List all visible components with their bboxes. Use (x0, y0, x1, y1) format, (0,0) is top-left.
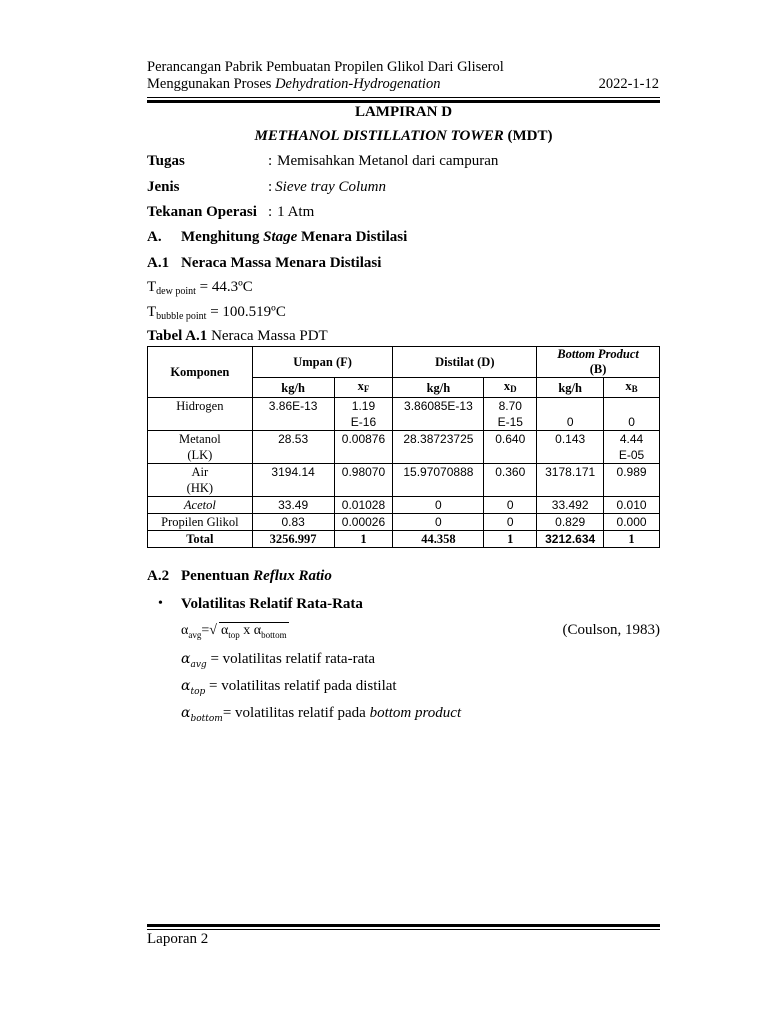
def-avg-text: = volatilitas relatif rata-rata (206, 651, 376, 667)
definition-top (181, 678, 397, 697)
formula-top-sub: top (228, 629, 240, 640)
header-line-2 (147, 76, 659, 93)
row-b-kg: 0 (537, 398, 604, 431)
row-f-kg: 28.53 (252, 431, 334, 464)
info-jenis (147, 179, 386, 196)
section-a2-pre: Penentuan (181, 568, 254, 584)
row-f-kg: 3.86E-13 (252, 398, 334, 431)
bubble-value: = 100.519ºC (206, 304, 286, 320)
header-rule-thin (147, 97, 660, 98)
def-avg-symbol (181, 651, 207, 670)
row-b-kg: 0.829 (537, 514, 604, 531)
table-row (148, 431, 660, 464)
total-d-kg: 44.358 (393, 531, 484, 548)
row-xf: 0.01028 (334, 497, 393, 514)
tower-title (147, 128, 660, 145)
section-a1-number: A.1 (147, 255, 170, 271)
tugas-label: Tugas (147, 153, 185, 169)
def-bottom-alpha: α (181, 705, 191, 721)
section-a1-title: Neraca Massa Menara Distilasi (181, 255, 382, 271)
section-a2-heading (147, 568, 332, 585)
dew-symbol: T (147, 279, 157, 295)
section-a-post: Menara Distilasi (297, 229, 408, 245)
jenis-colon: : Sieve tray Column (268, 179, 386, 195)
table-total-row (148, 531, 660, 548)
formula-bottom-sub: bottom (261, 629, 287, 640)
header-bottom-b: (B) (589, 362, 607, 376)
row-xd (484, 398, 537, 431)
total-f-kg: 3256.997 (252, 531, 334, 548)
formula-radicand (219, 622, 289, 643)
sub-xb (604, 378, 660, 398)
total-label: Total (148, 531, 253, 548)
bubble-symbol: T (147, 304, 157, 320)
header-umpan: Umpan (F) (252, 347, 393, 378)
info-tekanan (147, 204, 315, 221)
sub-xf (334, 378, 393, 398)
jenis-value: Sieve tray Column (275, 179, 386, 195)
def-top-alpha: α (181, 678, 191, 694)
header-distilat: Distilat (D) (393, 347, 537, 378)
row-d-kg: 0 (393, 497, 484, 514)
sub-xb-x: x (625, 379, 632, 393)
row-xb-line1: 4.44 (619, 432, 644, 446)
sub-d-kgh: kg/h (393, 378, 484, 398)
row-b-kg: 0.143 (537, 431, 604, 464)
formula-avg-sub: avg (188, 629, 202, 640)
row-xd: 0 (484, 497, 537, 514)
row-d-kg: 3.86085E-13 (393, 398, 484, 431)
sub-xd (484, 378, 537, 398)
sub-xd-x: x (503, 379, 511, 393)
row-xd-line2: E-15 (497, 415, 523, 429)
section-a2-number: A.2 (147, 568, 170, 584)
dew-subscript: dew point (156, 286, 196, 297)
section-a-pre: Menghitung (181, 229, 264, 245)
row-name (148, 431, 253, 464)
tekanan-label: Tekanan Operasi (147, 204, 257, 220)
section-a1-heading (147, 255, 381, 272)
row-name-line2: (HK) (186, 481, 214, 495)
row-xb-line2: E-05 (618, 448, 645, 462)
section-a-number: A. (147, 229, 162, 245)
row-xb: 0.000 (604, 514, 660, 531)
dew-value: = 44.3ºC (195, 279, 253, 295)
row-name-line2: (LK) (187, 448, 213, 462)
mass-balance-table (147, 346, 660, 548)
section-a-italic: Stage (263, 229, 298, 245)
citation: (Coulson, 1983) (562, 622, 660, 638)
header-subtitle (147, 76, 440, 93)
table-caption (147, 328, 328, 345)
formula-equals: = (201, 623, 210, 638)
header-rule-thick (147, 100, 660, 103)
row-f-kg: 0.83 (252, 514, 334, 531)
row-xd-line1: 8.70 (498, 399, 522, 413)
row-name: Hidrogen (148, 398, 253, 431)
volatility-formula (181, 622, 289, 643)
row-name-line1: Metanol (179, 432, 221, 446)
def-bottom-symbol (181, 705, 223, 724)
row-b-kg: 33.492 (537, 497, 604, 514)
tugas-value: Memisahkan Metanol dari campuran (277, 153, 499, 169)
def-bottom-italic: bottom product (369, 705, 462, 721)
appendix-title: LAMPIRAN D (354, 104, 453, 120)
page-footer: Laporan 2 (147, 931, 209, 947)
row-xf: 0.00026 (334, 514, 393, 531)
row-f-kg: 33.49 (252, 497, 334, 514)
dew-point-line (147, 279, 253, 297)
table-row (148, 497, 660, 514)
definition-avg (181, 651, 375, 670)
sub-b-kgh: kg/h (537, 378, 604, 398)
footer-rule-thin (147, 929, 660, 930)
row-xf: 0.98070 (334, 464, 393, 497)
row-name-line1: Air (191, 465, 209, 479)
def-bottom-text: = volatilitas relatif pada (222, 705, 370, 721)
tekanan-colon: : 1 Atm (268, 204, 315, 220)
header-bottom (537, 347, 660, 378)
header-subtitle-prefix: Menggunakan Proses (147, 76, 276, 92)
tower-title-name: METHANOL DISTILLATION TOWER (254, 128, 504, 144)
formula-alpha-top: α (220, 623, 229, 638)
header-bottom-italic: Bottom Product (557, 347, 639, 361)
total-xb: 1 (604, 531, 660, 548)
row-xf-line1: 1.19 (351, 399, 376, 413)
jenis-label: Jenis (147, 179, 180, 195)
table-row (148, 464, 660, 497)
table-row (148, 398, 660, 431)
header-date: 2022-1-12 (598, 76, 659, 92)
tekanan-value: 1 Atm (277, 204, 315, 220)
total-xf: 1 (334, 531, 393, 548)
row-name-italic: Acetol (183, 498, 216, 512)
formula-alpha: α (181, 623, 189, 638)
definition-bottom (181, 705, 461, 724)
sqrt-icon: √ (209, 623, 217, 638)
def-bottom-sub: bottom (190, 713, 223, 724)
row-xb: 0 (604, 398, 660, 431)
sub-xf-s: F (363, 384, 370, 394)
row-d-kg: 0 (393, 514, 484, 531)
sub-xb-s: B (631, 384, 638, 394)
bullet-icon: • (158, 596, 163, 611)
header-subtitle-process: Dehydration-Hydrogenation (275, 76, 441, 92)
section-a-heading (147, 229, 407, 246)
total-b-kg: 3212.634 (537, 531, 604, 548)
row-xd: 0.360 (484, 464, 537, 497)
row-name (148, 497, 253, 514)
row-name (148, 464, 253, 497)
table-row (148, 514, 660, 531)
row-xb (604, 431, 660, 464)
row-f-kg: 3194.14 (252, 464, 334, 497)
formula-alpha-bottom: α (253, 623, 262, 638)
row-xf (334, 398, 393, 431)
table-header-row (148, 347, 660, 378)
row-xb: 0.989 (604, 464, 660, 497)
sub-xf-x: x (357, 379, 364, 393)
def-top-symbol (181, 678, 206, 697)
row-xd: 0.640 (484, 431, 537, 464)
total-xd: 1 (484, 531, 537, 548)
bubble-point-line (147, 304, 286, 322)
sub-f-kgh: kg/h (252, 378, 334, 398)
volatility-heading: Volatilitas Relatif Rata-Rata (181, 596, 363, 612)
row-xf: 0.00876 (334, 431, 393, 464)
bubble-subscript: bubble point (156, 311, 207, 322)
row-name: Propilen Glikol (148, 514, 253, 531)
table-caption-number: Tabel A.1 (147, 328, 208, 344)
row-b-kg: 3178.171 (537, 464, 604, 497)
sub-xd-s: D (510, 384, 517, 394)
footer-rule-thick (147, 924, 660, 927)
def-top-text: = volatilitas relatif pada distilat (205, 678, 397, 694)
def-avg-alpha: α (181, 651, 191, 667)
row-xf-line2: E-16 (350, 415, 377, 429)
header-line-1: Perancangan Pabrik Pembuatan Propilen Glikol Dari Gliserol (147, 59, 504, 75)
info-tugas (147, 153, 499, 170)
header-komponen: Komponen (148, 347, 253, 398)
section-a2-italic: Reflux Ratio (253, 568, 332, 584)
row-xd: 0 (484, 514, 537, 531)
page-header (147, 59, 659, 93)
row-xb: 0.010 (604, 497, 660, 514)
def-avg-sub: avg (190, 659, 207, 670)
row-d-kg: 28.38723725 (393, 431, 484, 464)
def-top-sub: top (190, 686, 206, 697)
tower-title-abbr: (MDT) (503, 128, 553, 144)
row-d-kg: 15.97070888 (393, 464, 484, 497)
formula-times: x (239, 623, 254, 638)
tugas-colon: : Memisahkan Metanol dari campuran (268, 153, 499, 169)
table-caption-text: Neraca Massa PDT (207, 328, 328, 344)
